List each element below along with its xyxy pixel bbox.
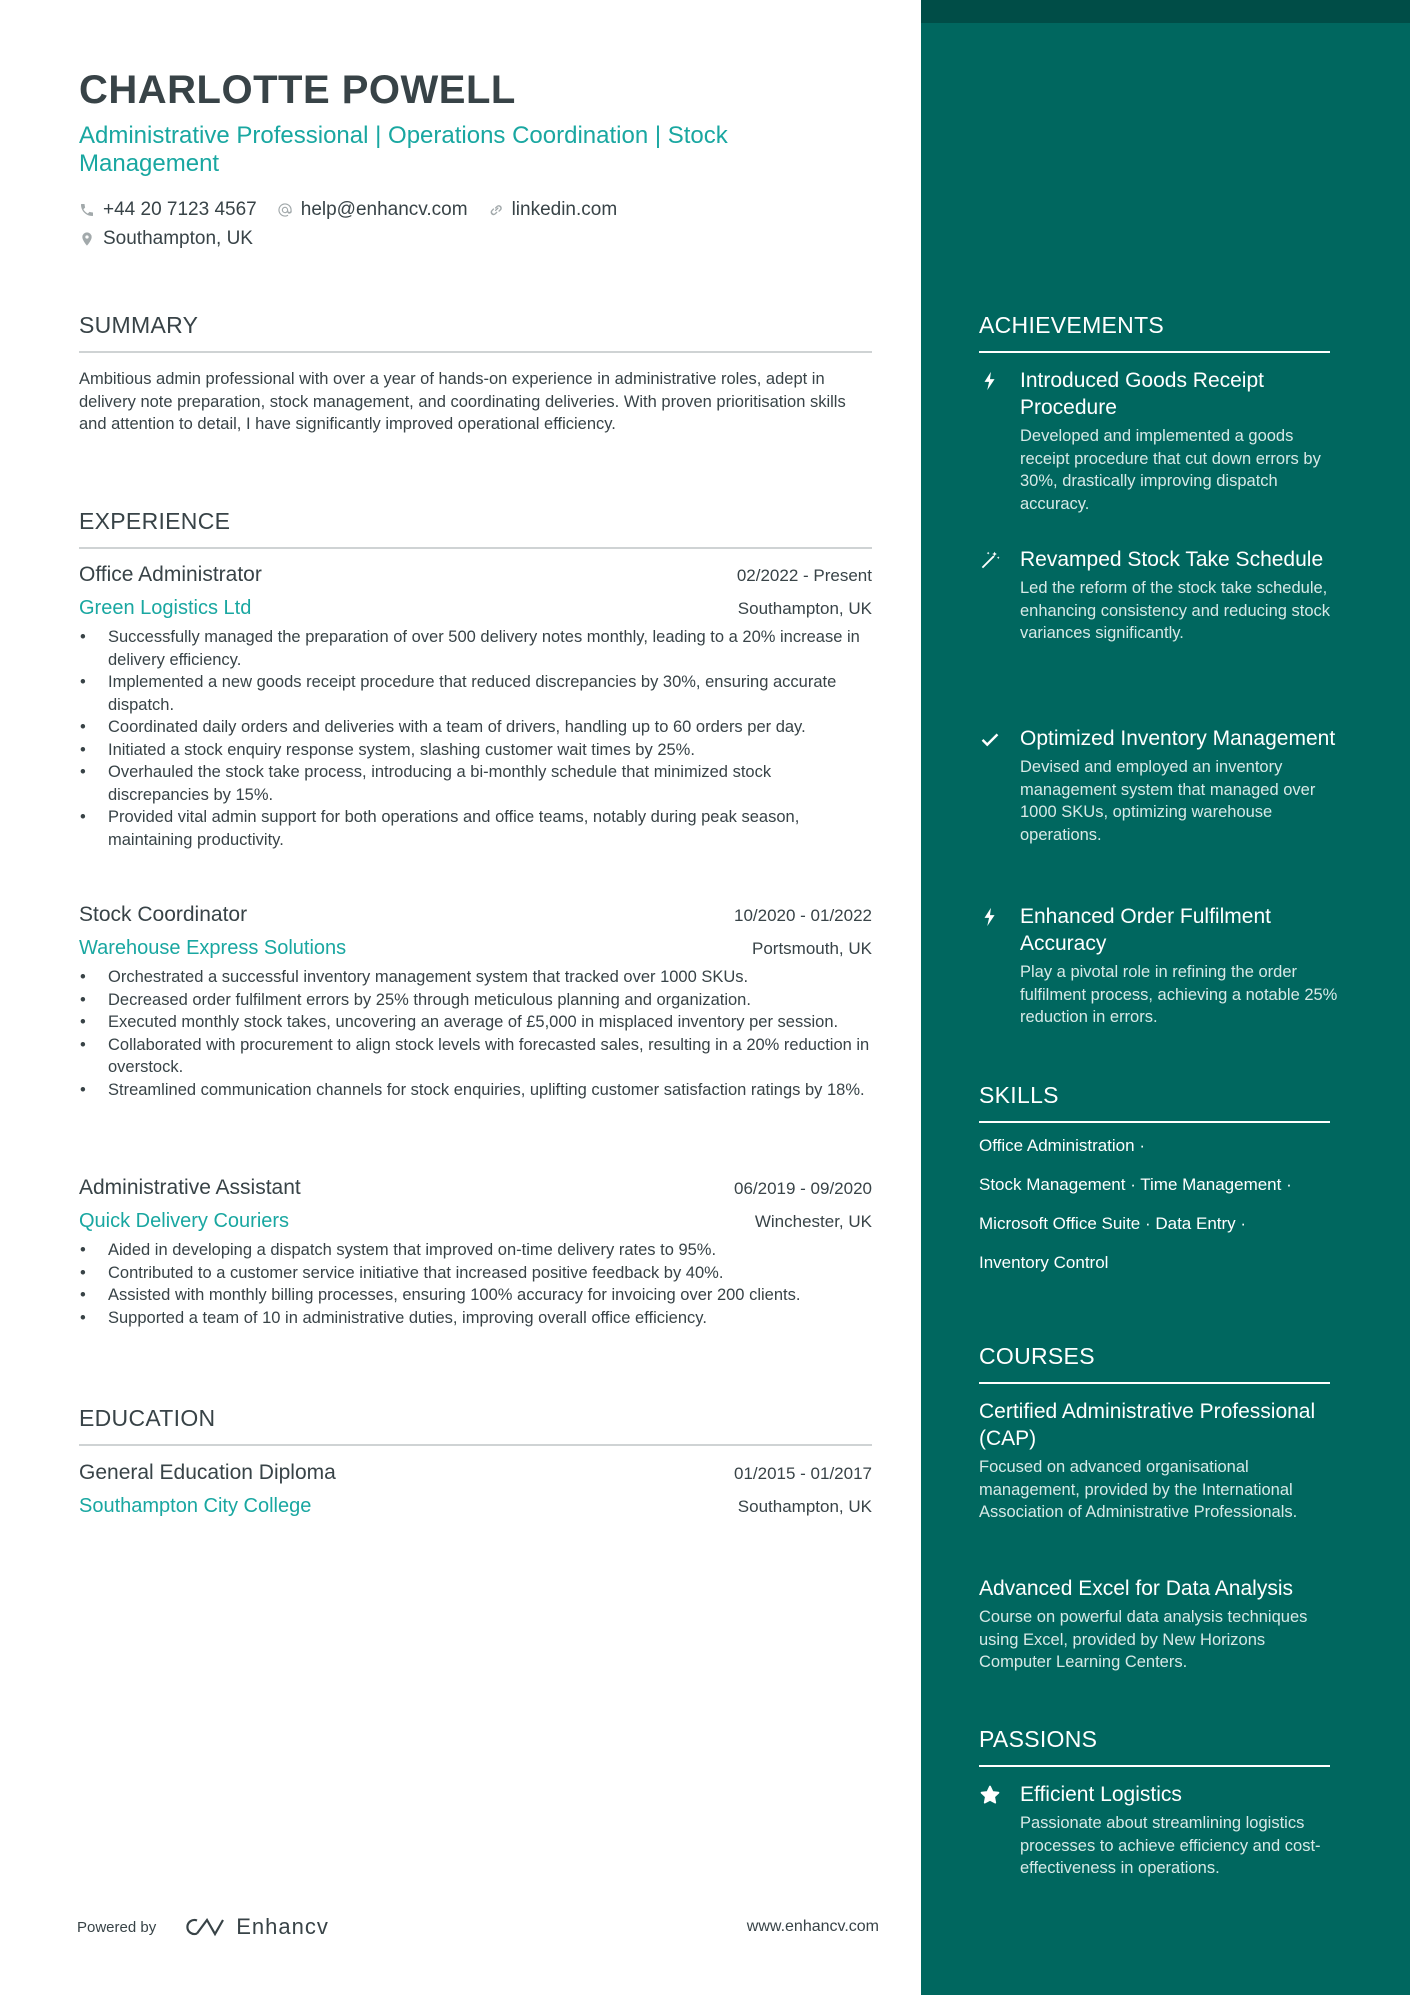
candidate-headline: Administrative Professional | Operations Coordination | Stock Management (79, 122, 728, 177)
sidebar (921, 0, 1410, 1995)
job-location: Portsmouth, UK (752, 939, 872, 958)
degree-title: General Education Diploma (79, 1461, 336, 1484)
achievement-title: Enhanced Order Fulfilment Accuracy (1020, 905, 1271, 955)
summary-text: Ambitious admin professional with over a year of hands-on experience in administrative roles, adept in delivery note preparation, stock management, and coordinating deliveries. With proven prioritisation skills and attention to detail, I have significantly improved operational efficiency. (79, 370, 846, 433)
experience-item (79, 903, 872, 1101)
job-bullet: • Implemented a new goods receipt procedure that reduced discrepancies by 30%, ensuring accurate dispatch. (79, 671, 872, 716)
experience-heading: EXPERIENCE (79, 508, 872, 549)
job-bullet: • Collaborated with procurement to align stock levels with forecasted sales, resulting in a 20% reduction in overstock. (79, 1034, 872, 1079)
bolt-icon (979, 906, 1001, 928)
job-bullet: • Supported a team of 10 in administrative duties, improving overall office efficiency. (79, 1307, 872, 1330)
location-pin-icon (79, 231, 95, 247)
education-heading: EDUCATION (79, 1405, 872, 1446)
email-text[interactable]: help@enhancv.com (300, 199, 468, 220)
link-icon (488, 202, 504, 218)
achievement-desc: Devised and employed an inventory management system that managed over 1000 SKUs, optimizing warehouse operations. (1020, 758, 1316, 844)
candidate-name: CHARLOTTE POWELL (79, 68, 516, 112)
star-icon (979, 1784, 1001, 1806)
achievement-item (979, 725, 1339, 846)
passion-desc: Passionate about streamlining logistics processes to achieve efficiency and cost-effectiveness in operations. (1020, 1814, 1321, 1877)
job-dates: 02/2022 - Present (736, 566, 872, 585)
achievement-item (979, 903, 1339, 1029)
contact-email[interactable] (277, 199, 468, 221)
achievements-heading: ACHIEVEMENTS (979, 312, 1330, 353)
achievement-desc: Developed and implemented a goods receipt procedure that cut down errors by 30%, drastically improving dispatch accuracy. (1020, 427, 1321, 513)
at-icon (277, 202, 293, 218)
location-text: Southampton, UK (103, 228, 253, 249)
education-item (79, 1461, 872, 1518)
job-bullet: • Provided vital admin support for both operations and office teams, notably during peak season, maintaining productivity. (79, 806, 872, 851)
achievement-title: Optimized Inventory Management (1020, 727, 1336, 750)
enhancv-logo-icon (182, 1915, 228, 1939)
achievement-item (979, 546, 1339, 645)
passions-heading: PASSIONS (979, 1726, 1330, 1767)
job-bullet: • Executed monthly stock takes, uncovering an average of £5,000 in misplaced inventory per session. (79, 1011, 872, 1034)
checkmark-icon (979, 728, 1001, 750)
contact-location (79, 228, 253, 250)
sidebar-top-band (921, 0, 1410, 23)
job-bullet: • Orchestrated a successful inventory management system that tracked over 1000 SKUs. (79, 966, 872, 989)
achievement-title: Introduced Goods Receipt Procedure (1020, 369, 1264, 419)
summary-heading: SUMMARY (79, 312, 872, 353)
course-desc: Focused on advanced organisational management, provided by the International Association of Administrative Professionals. (979, 1458, 1298, 1521)
course-title: Advanced Excel for Data Analysis (979, 1577, 1293, 1600)
school-name: Southampton City College (79, 1495, 312, 1517)
contact-info (79, 196, 879, 254)
job-title: Administrative Assistant (79, 1176, 301, 1199)
phone-text: +44 20 7123 4567 (103, 199, 257, 220)
magic-wand-icon (979, 549, 1001, 571)
powered-by-text: Powered by (77, 1918, 157, 1936)
skill-row: Microsoft Office Suite · Data Entry · (979, 1214, 1247, 1233)
achievement-desc: Led the reform of the stock take schedule, enhancing consistency and reducing stock variances significantly. (1020, 579, 1331, 642)
enhancv-brand: Enhancv (236, 1914, 329, 1939)
job-bullet: • Assisted with monthly billing processes, ensuring 100% accuracy for invoicing over 200 clients. (79, 1284, 872, 1307)
job-company: Warehouse Express Solutions (79, 937, 347, 959)
skill-row: Office Administration · (979, 1136, 1145, 1155)
job-bullet: • Coordinated daily orders and deliveries with a team of drivers, handling up to 60 orders per day. (79, 716, 872, 739)
job-company: Quick Delivery Couriers (79, 1210, 290, 1232)
job-dates: 10/2020 - 01/2022 (733, 906, 872, 925)
job-bullet: • Contributed to a customer service initiative that increased positive feedback by 40%. (79, 1262, 872, 1285)
job-bullets (79, 1239, 872, 1329)
footer-website[interactable]: www.enhancv.com (746, 1918, 879, 1935)
course-item (979, 1575, 1339, 1674)
passion-title: Efficient Logistics (1020, 1783, 1182, 1806)
experience-item (79, 563, 872, 851)
achievement-item (979, 367, 1339, 515)
job-location: Winchester, UK (754, 1212, 872, 1231)
course-desc: Course on powerful data analysis techniques using Excel, provided by New Horizons Computer Learning Centers. (979, 1608, 1308, 1671)
school-location: Southampton, UK (737, 1497, 872, 1516)
job-company: Green Logistics Ltd (79, 597, 252, 619)
job-bullet: • Overhauled the stock take process, introducing a bi-monthly schedule that minimized stock discrepancies by 15%. (79, 761, 872, 806)
phone-icon (79, 202, 95, 218)
courses-heading: COURSES (979, 1343, 1330, 1384)
passion-item (979, 1781, 1339, 1880)
job-location: Southampton, UK (737, 599, 872, 618)
experience-item (79, 1176, 872, 1329)
job-title: Stock Coordinator (79, 903, 248, 926)
linkedin-text[interactable]: linkedin.com (511, 199, 618, 220)
job-bullet: • Decreased order fulfilment errors by 25% through meticulous planning and organization. (79, 989, 872, 1012)
job-title: Office Administrator (79, 563, 262, 586)
job-dates: 06/2019 - 09/2020 (733, 1179, 872, 1198)
skill-row: Stock Management · Time Management · (979, 1175, 1292, 1194)
job-bullets (79, 626, 872, 851)
job-bullet: • Successfully managed the preparation of over 500 delivery notes monthly, leading to a 20% increase in delivery efficiency. (79, 626, 872, 671)
contact-phone (79, 199, 257, 221)
powered-by (77, 1914, 329, 1940)
skills-list (979, 1136, 1339, 1292)
footer (77, 1914, 879, 1940)
achievement-title: Revamped Stock Take Schedule (1020, 548, 1324, 571)
job-bullet: • Streamlined communication channels for stock enquiries, uplifting customer satisfaction ratings by 18%. (79, 1079, 872, 1102)
bolt-icon (979, 370, 1001, 392)
job-bullet: • Initiated a stock enquiry response system, slashing customer wait times by 25%. (79, 739, 872, 762)
skills-heading: SKILLS (979, 1082, 1330, 1123)
course-item (979, 1398, 1339, 1524)
contact-linkedin[interactable] (488, 199, 618, 221)
skill-row: Inventory Control (979, 1253, 1109, 1272)
job-bullet: • Aided in developing a dispatch system that improved on-time delivery rates to 95%. (79, 1239, 872, 1262)
achievement-desc: Play a pivotal role in refining the order fulfilment process, achieving a notable 25% reduction in errors. (1020, 963, 1338, 1026)
education-dates: 01/2015 - 01/2017 (733, 1464, 872, 1483)
job-bullets (79, 966, 872, 1101)
course-title: Certified Administrative Professional (CAP) (979, 1400, 1316, 1450)
